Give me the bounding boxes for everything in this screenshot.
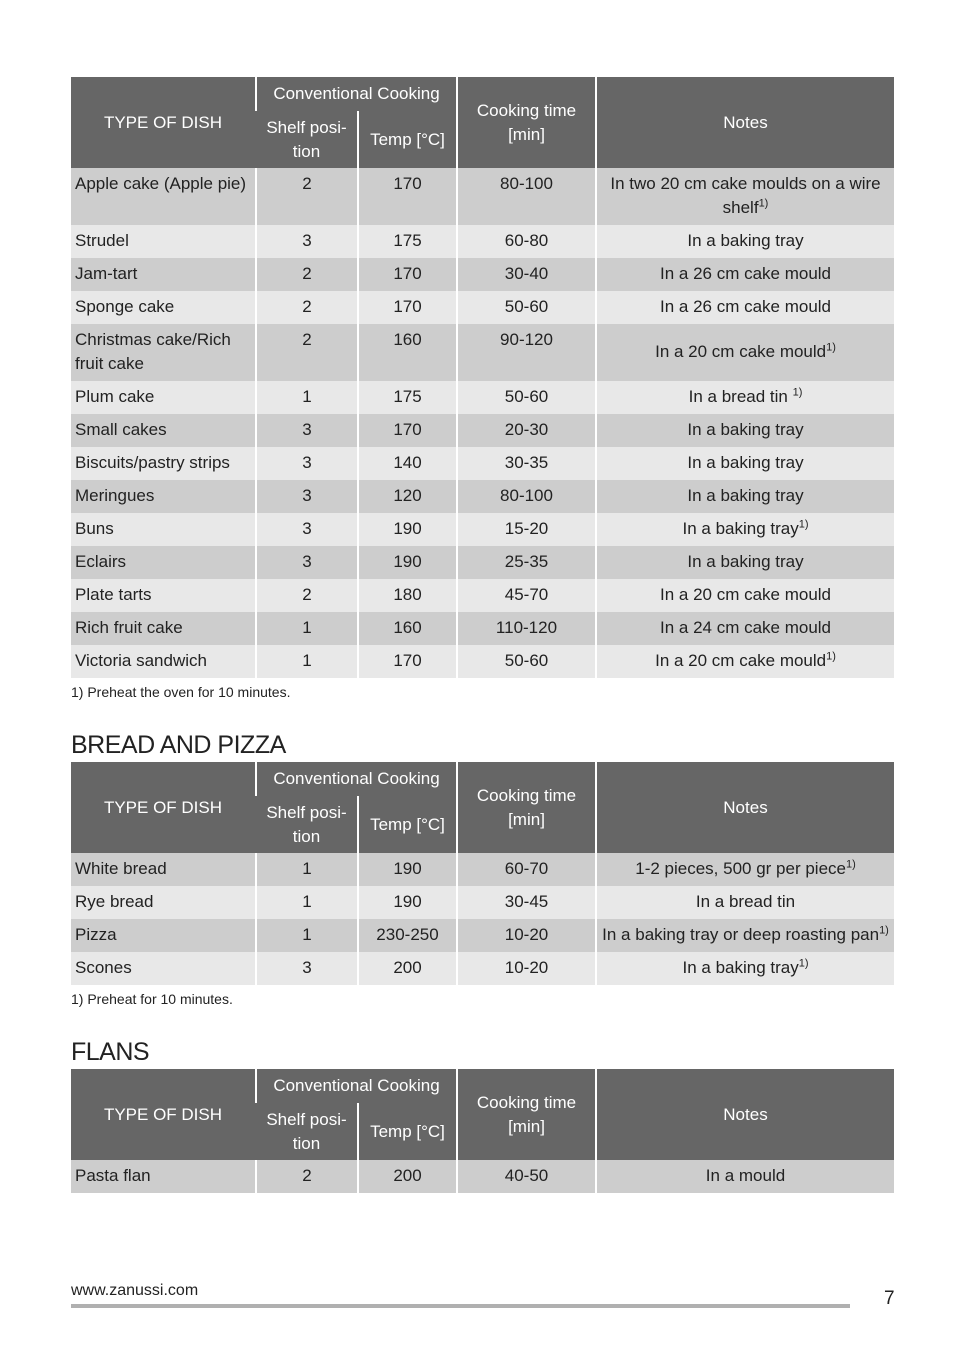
cell-dish-text: Pizza	[75, 925, 117, 944]
cell-shelf	[256, 225, 358, 258]
cell-temp	[358, 447, 457, 480]
cell-temp-text: 190	[393, 859, 422, 878]
cell-shelf	[256, 1160, 358, 1193]
cell-temp	[358, 513, 457, 546]
cell-dish-text: Jam-tart	[75, 264, 138, 283]
cell-dish-text: Apple cake (Apple pie)	[75, 174, 247, 193]
cell-time-text: 80-100	[500, 174, 553, 193]
cell-shelf-text: 1	[302, 892, 312, 911]
header-cooking-time: Cooking time [min]	[457, 762, 596, 853]
cell-shelf-text: 1	[302, 618, 312, 637]
header-temp: Temp [°C]	[358, 1103, 457, 1160]
cell-shelf-text: 2	[302, 1166, 312, 1185]
cell-temp-text: 160	[393, 330, 422, 349]
cell-dish-text: Small cakes	[75, 420, 167, 439]
header-conventional-cooking: Conventional Cooking	[256, 77, 457, 111]
cell-temp	[358, 645, 457, 678]
table-row	[71, 513, 894, 546]
cell-temp	[358, 258, 457, 291]
cell-note	[596, 579, 894, 612]
cell-dish-text: Sponge cake	[75, 297, 175, 316]
cell-note	[596, 612, 894, 645]
cell-temp-text: 175	[393, 231, 422, 250]
cell-note	[596, 546, 894, 579]
cell-time-text: 60-70	[504, 859, 549, 878]
cell-dish-text: Rich fruit cake	[75, 618, 183, 637]
cell-temp	[358, 546, 457, 579]
cell-temp-text: 170	[393, 264, 422, 283]
cell-dish-text: Strudel	[75, 231, 129, 250]
cell-time-text: 90-120	[500, 330, 553, 349]
cell-dish	[71, 480, 256, 513]
cell-dish-text: Victoria sandwich	[75, 651, 207, 670]
header-shelf-position: Shelf posi- tion	[256, 796, 358, 853]
table-row	[71, 447, 894, 480]
table-row	[71, 291, 894, 324]
cell-shelf-text: 1	[302, 859, 312, 878]
cell-dish-text: Scones	[75, 958, 132, 977]
cell-time-text: 45-70	[504, 585, 549, 604]
cell-time	[457, 513, 596, 546]
table-row	[71, 853, 894, 886]
cell-temp	[358, 414, 457, 447]
cell-note-text: In a bread tin	[695, 892, 796, 911]
cell-shelf-text: 3	[302, 486, 312, 505]
page-content	[71, 77, 894, 1193]
header-cooking-time: Cooking time [min]	[457, 1069, 596, 1160]
cell-shelf	[256, 168, 358, 225]
cell-dish	[71, 381, 256, 414]
footnote-marker: 1)	[792, 386, 803, 399]
cell-time	[457, 645, 596, 678]
header-conventional-cooking: Conventional Cooking	[256, 762, 457, 796]
cell-note-text: In a 26 cm cake mould	[659, 297, 832, 316]
cell-shelf-text: 3	[302, 231, 312, 250]
cell-dish-text: Buns	[75, 519, 114, 538]
cell-dish	[71, 546, 256, 579]
cell-shelf	[256, 291, 358, 324]
cell-shelf-text: 1	[302, 651, 312, 670]
cell-dish-text: Plum cake	[75, 387, 155, 406]
footnote-marker: 1)	[826, 341, 836, 354]
cell-time-text: 50-60	[504, 387, 549, 406]
table-row	[71, 225, 894, 258]
cell-dish	[71, 645, 256, 678]
section-title-flans: FLANS	[71, 1038, 150, 1066]
cell-shelf	[256, 579, 358, 612]
cell-time-text: 50-60	[504, 651, 549, 670]
cell-shelf	[256, 645, 358, 678]
cell-note-text: In a baking tray	[682, 958, 799, 977]
cell-shelf-text: 3	[302, 958, 312, 977]
cell-dish-text: Plate tarts	[75, 585, 152, 604]
cell-time-text: 50-60	[504, 297, 549, 316]
cell-temp	[358, 324, 457, 381]
cell-dish	[71, 225, 256, 258]
cell-time-text: 25-35	[504, 552, 549, 571]
cell-dish-text: Biscuits/pastry strips	[75, 453, 230, 472]
cell-time-text: 60-80	[504, 231, 549, 250]
footnote-marker: 1)	[826, 650, 836, 663]
cell-note	[596, 952, 894, 985]
cell-shelf-text: 3	[302, 552, 312, 571]
table-row	[71, 168, 894, 225]
cell-note	[596, 258, 894, 291]
cell-note-text: In a bread tin	[688, 387, 793, 406]
cakes-footnote: 1) Preheat the oven for 10 minutes.	[71, 684, 291, 700]
cell-shelf-text: 2	[302, 585, 312, 604]
cell-dish	[71, 579, 256, 612]
cell-note	[596, 853, 894, 886]
cell-note-text: In a mould	[705, 1166, 786, 1185]
cell-time-text: 10-20	[504, 925, 549, 944]
header-type-of-dish: TYPE OF DISH	[71, 77, 256, 168]
cell-time-text: 20-30	[504, 420, 549, 439]
cell-time	[457, 952, 596, 985]
cell-note-text: In a 26 cm cake mould	[659, 264, 832, 283]
cell-time-text: 110-120	[495, 618, 558, 637]
cell-shelf-text: 1	[302, 925, 312, 944]
cell-note-text: In a baking tray or deep roasting pan	[602, 925, 880, 944]
cell-note-text: In a baking tray	[687, 486, 804, 505]
cell-dish	[71, 952, 256, 985]
cell-note-text: In a 24 cm cake mould	[659, 618, 832, 637]
bread-pizza-footnote: 1) Preheat for 10 minutes.	[71, 991, 233, 1007]
cell-shelf-text: 3	[302, 420, 312, 439]
footnote-marker: 1)	[879, 924, 889, 937]
flans-table	[71, 1069, 894, 1193]
table-row	[71, 919, 894, 952]
cell-time-text: 30-40	[504, 264, 549, 283]
cell-dish	[71, 447, 256, 480]
table-row	[71, 324, 894, 381]
cell-shelf	[256, 414, 358, 447]
cell-note-text: In a 20 cm cake mould	[655, 651, 827, 670]
footnote-marker: 1)	[798, 957, 809, 970]
cell-shelf	[256, 480, 358, 513]
cell-temp-text: 175	[393, 387, 422, 406]
table-row	[71, 645, 894, 678]
header-shelf-position: Shelf posi- tion	[256, 111, 358, 168]
cell-temp-text: 180	[393, 585, 422, 604]
footer-url[interactable]: www.zanussi.com	[71, 1282, 199, 1299]
cell-temp	[358, 225, 457, 258]
cell-time	[457, 324, 596, 381]
cell-time	[457, 414, 596, 447]
table-row	[71, 579, 894, 612]
cell-dish	[71, 1160, 256, 1193]
cell-dish-text: Eclairs	[75, 552, 127, 571]
cell-temp-text: 170	[393, 420, 422, 439]
table-row	[71, 480, 894, 513]
cell-dish	[71, 258, 256, 291]
cell-temp	[358, 1160, 457, 1193]
header-conventional-cooking: Conventional Cooking	[256, 1069, 457, 1103]
cell-note-text: In a 20 cm cake mould	[655, 342, 827, 361]
cell-temp	[358, 919, 457, 952]
cell-shelf-text: 2	[302, 264, 312, 283]
cell-dish	[71, 513, 256, 546]
cell-shelf-text: 2	[302, 174, 312, 193]
cell-note	[596, 513, 894, 546]
page-number: 7	[884, 1288, 895, 1309]
cell-note-text: In a baking tray	[687, 552, 804, 571]
table-row	[71, 414, 894, 447]
cell-note-text: In a baking tray	[682, 519, 799, 538]
cell-shelf	[256, 513, 358, 546]
cell-shelf-text: 1	[302, 387, 312, 406]
cell-note-text: In a baking tray	[687, 453, 804, 472]
header-shelf-position: Shelf posi- tion	[256, 1103, 358, 1160]
section-title-bread-pizza: BREAD AND PIZZA	[71, 731, 286, 759]
cell-dish	[71, 886, 256, 919]
cell-time	[457, 381, 596, 414]
cell-temp-text: 170	[393, 651, 422, 670]
cell-note-text: In a 20 cm cake mould	[659, 585, 832, 604]
cell-temp-text: 140	[393, 453, 422, 472]
cell-note	[596, 381, 894, 414]
cell-temp-text: 200	[393, 1166, 422, 1185]
cell-time-text: 30-45	[504, 892, 549, 911]
cell-temp	[358, 853, 457, 886]
table-row	[71, 381, 894, 414]
cell-dish	[71, 291, 256, 324]
cell-time	[457, 1160, 596, 1193]
cell-time-text: 15-20	[504, 519, 549, 538]
bread-pizza-table-body	[71, 853, 894, 985]
cell-note	[596, 225, 894, 258]
cell-temp-text: 190	[393, 519, 422, 538]
cell-shelf	[256, 952, 358, 985]
cell-note	[596, 291, 894, 324]
table-row	[71, 952, 894, 985]
table-row	[71, 1160, 894, 1193]
cell-dish-text: Christmas cake/Rich fruit cake	[75, 330, 231, 373]
cell-temp-text: 170	[393, 174, 422, 193]
cell-time-text: 80-100	[500, 486, 553, 505]
cakes-table-body	[71, 168, 894, 678]
cell-temp	[358, 291, 457, 324]
cell-note	[596, 919, 894, 952]
cell-temp	[358, 480, 457, 513]
cell-time	[457, 919, 596, 952]
footnote-marker: 1)	[798, 518, 809, 531]
cell-dish-text: Rye bread	[75, 892, 154, 911]
cell-note-text: In a baking tray	[687, 420, 804, 439]
cell-temp	[358, 612, 457, 645]
cell-time	[457, 447, 596, 480]
cell-temp	[358, 579, 457, 612]
cell-note	[596, 1160, 894, 1193]
cell-note	[596, 324, 894, 381]
cell-shelf-text: 2	[302, 330, 312, 349]
cell-shelf	[256, 886, 358, 919]
cell-time	[457, 168, 596, 225]
cell-temp	[358, 381, 457, 414]
cell-dish	[71, 612, 256, 645]
cell-note	[596, 645, 894, 678]
cell-temp-text: 190	[393, 892, 422, 911]
cell-note-text: In a baking tray	[687, 231, 804, 250]
cell-shelf	[256, 258, 358, 291]
cell-temp	[358, 168, 457, 225]
cell-dish	[71, 919, 256, 952]
cell-note	[596, 414, 894, 447]
cell-dish	[71, 853, 256, 886]
cell-dish	[71, 414, 256, 447]
cell-shelf	[256, 612, 358, 645]
cell-shelf	[256, 381, 358, 414]
cell-time	[457, 258, 596, 291]
cell-dish-text: Meringues	[75, 486, 155, 505]
cell-time	[457, 886, 596, 919]
header-notes: Notes	[596, 762, 894, 853]
cell-shelf-text: 3	[302, 453, 312, 472]
cell-shelf-text: 3	[302, 519, 312, 538]
bread-pizza-table	[71, 762, 894, 985]
cell-note	[596, 447, 894, 480]
cell-temp-text: 120	[393, 486, 422, 505]
cell-shelf	[256, 853, 358, 886]
table-row	[71, 612, 894, 645]
cell-time-text: 10-20	[504, 958, 549, 977]
cell-temp-text: 190	[393, 552, 422, 571]
cell-temp-text: 170	[393, 297, 422, 316]
cell-shelf	[256, 324, 358, 381]
header-type-of-dish: TYPE OF DISH	[71, 762, 256, 853]
cell-shelf	[256, 447, 358, 480]
table-row	[71, 258, 894, 291]
cell-time	[457, 546, 596, 579]
cell-temp-text: 160	[393, 618, 422, 637]
cell-time-text: 40-50	[504, 1166, 549, 1185]
cell-time-text: 30-35	[504, 453, 549, 472]
cell-dish	[71, 324, 256, 381]
table-row	[71, 546, 894, 579]
header-type-of-dish: TYPE OF DISH	[71, 1069, 256, 1160]
cell-time	[457, 853, 596, 886]
cell-shelf	[256, 919, 358, 952]
cell-dish	[71, 168, 256, 225]
cell-time	[457, 612, 596, 645]
cell-temp	[358, 886, 457, 919]
header-notes: Notes	[596, 77, 894, 168]
cell-note	[596, 168, 894, 225]
footnote-marker: 1)	[758, 197, 769, 210]
cell-note	[596, 886, 894, 919]
cell-temp	[358, 952, 457, 985]
cell-dish-text: White bread	[75, 859, 167, 878]
cell-dish-text: Pasta flan	[75, 1166, 151, 1185]
cell-time	[457, 291, 596, 324]
cell-note-text: In two 20 cm cake moulds on a wire shelf	[610, 174, 881, 217]
cell-note	[596, 480, 894, 513]
cell-shelf	[256, 546, 358, 579]
header-temp: Temp [°C]	[358, 111, 457, 168]
cell-shelf-text: 2	[302, 297, 312, 316]
footer-divider	[71, 1304, 850, 1308]
cell-temp-text: 230-250	[376, 925, 439, 944]
cell-temp-text: 200	[393, 958, 422, 977]
table-row	[71, 886, 894, 919]
flans-table-body	[71, 1160, 894, 1193]
cell-time	[457, 579, 596, 612]
header-temp: Temp [°C]	[358, 796, 457, 853]
header-notes: Notes	[596, 1069, 894, 1160]
cell-time	[457, 480, 596, 513]
footnote-marker: 1)	[845, 858, 856, 871]
header-cooking-time: Cooking time [min]	[457, 77, 596, 168]
cell-time	[457, 225, 596, 258]
cakes-table	[71, 77, 894, 678]
cell-note-text: 1-2 pieces, 500 gr per piece	[635, 859, 846, 878]
